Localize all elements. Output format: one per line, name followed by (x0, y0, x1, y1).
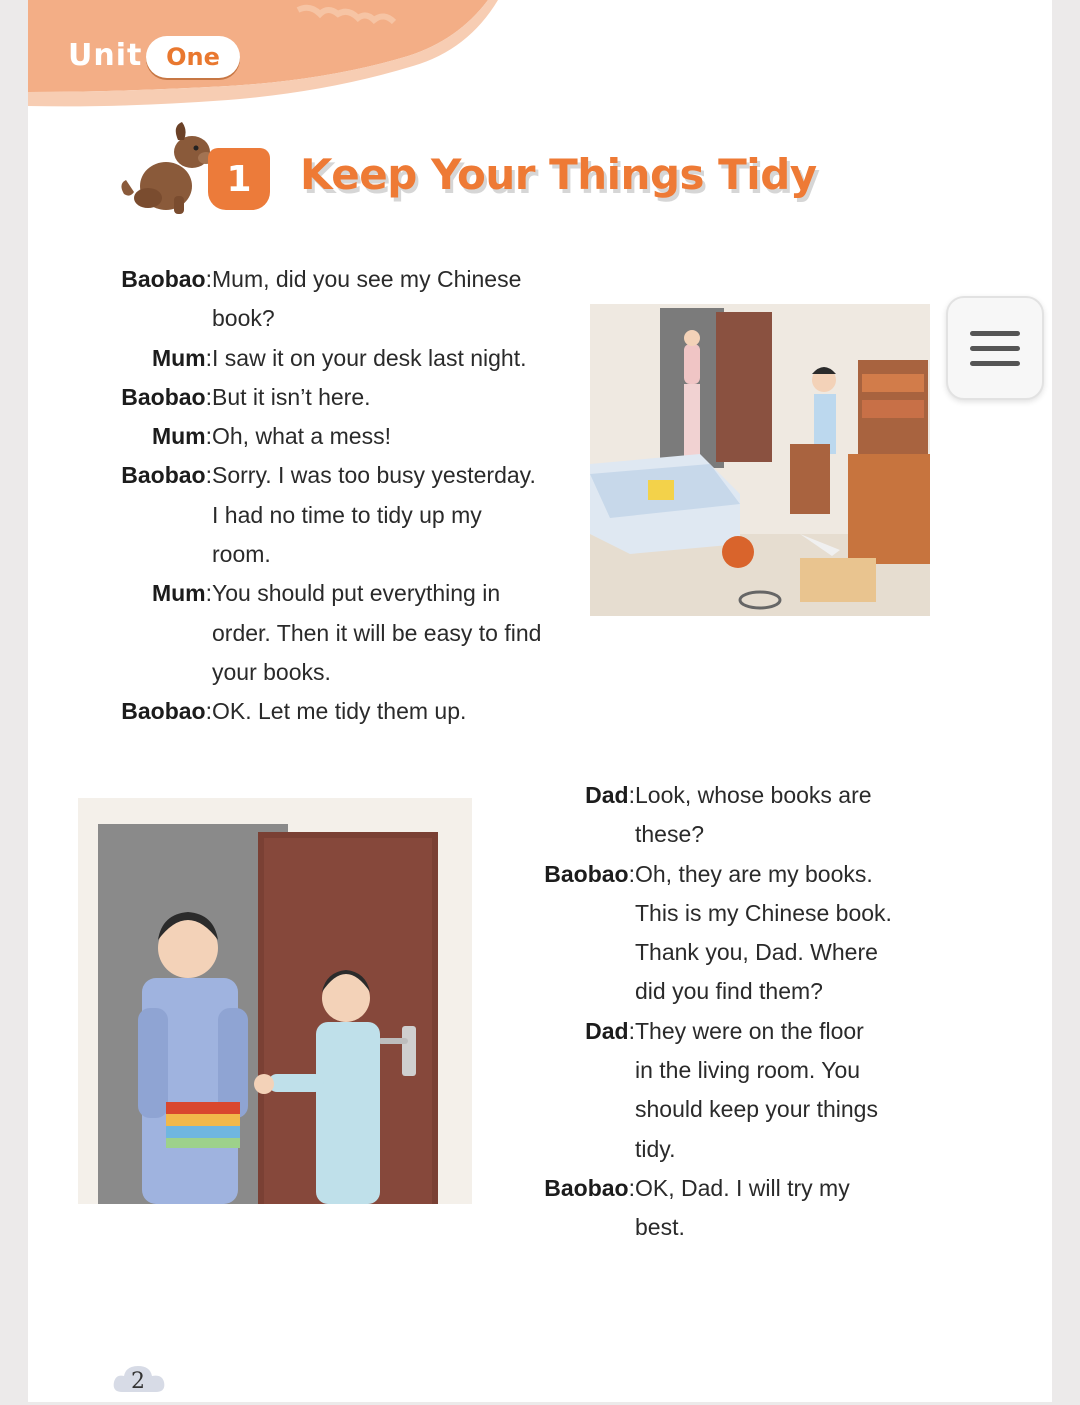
dialogue-line (110, 614, 570, 653)
dialogue-2 (533, 776, 923, 1248)
dialogue-text: I had no time to tidy up my (212, 501, 482, 528)
dialogue-text: Look, whose books are (635, 782, 872, 808)
messy-bedroom-illustration (590, 304, 930, 616)
speaker-label: Dad: (585, 1017, 635, 1044)
dialogue-text: did you find them? (635, 978, 823, 1005)
dialogue-line (533, 933, 923, 972)
dog-mascot-icon (118, 118, 218, 218)
dialogue-1 (110, 260, 570, 732)
dialogue-line (110, 653, 570, 692)
dialogue-text: But it isn’t here. (212, 383, 371, 410)
unit-number-bubble: One (146, 36, 240, 78)
dialogue-text: in the living room. You (635, 1057, 861, 1084)
speaker-label: Baobao: (121, 266, 212, 292)
lesson-title: Keep Your Things Tidy (300, 150, 817, 199)
dialogue-line (110, 339, 570, 378)
textbook-page (28, 0, 1052, 1402)
speaker-name: Baobao (544, 1174, 629, 1201)
speaker-label: Mum: (151, 580, 212, 607)
speaker-name: Baobao (121, 462, 206, 489)
speaker-name: Baobao (121, 383, 206, 410)
dialogue-line (110, 378, 570, 417)
dialogue-text: these? (635, 821, 705, 848)
dialogue-text: Oh, they are my books. (635, 860, 873, 887)
dialogue-text: should keep your things (635, 1096, 878, 1123)
dialogue-line (110, 574, 570, 613)
speaker-label: Mum: (151, 423, 212, 450)
speaker-label: Baobao: (544, 860, 635, 887)
dialogue-text: your books. (212, 658, 331, 685)
dialogue-line (110, 417, 570, 456)
speaker-label: Mum: (151, 344, 212, 371)
dialogue-line (110, 260, 570, 299)
dialogue-text: OK, Dad. I will try my (635, 1174, 850, 1201)
dialogue-text: Mum, did you see my Chinese (212, 266, 522, 292)
dialogue-line (533, 1051, 923, 1090)
dialogue-line (533, 972, 923, 1011)
dialogue-text: I saw it on your desk last night. (212, 344, 527, 371)
dialogue-line (110, 496, 570, 535)
dialogue-line (533, 815, 923, 854)
dialogue-line (533, 1130, 923, 1169)
hamburger-line (970, 361, 1020, 366)
dialogue-line (533, 1090, 923, 1129)
menu-button[interactable] (946, 296, 1044, 400)
dialogue-text: order. Then it will be easy to find (212, 619, 542, 646)
speaker-name: Dad (585, 782, 629, 808)
speaker-label: Baobao: (544, 1174, 635, 1201)
dialogue-line (533, 1012, 923, 1051)
dialogue-line (533, 776, 923, 815)
hamburger-line (970, 346, 1020, 351)
dialogue-text: They were on the floor (635, 1017, 864, 1044)
dialogue-line (533, 894, 923, 933)
dialogue-text: best. (635, 1214, 685, 1241)
page-number: 2 (110, 1362, 166, 1400)
dialogue-line (110, 299, 570, 338)
dialogue-text: OK. Let me tidy them up. (212, 698, 467, 725)
dialogue-text: book? (212, 305, 275, 332)
speaker-label: Baobao: (121, 383, 212, 410)
dialogue-line (110, 692, 570, 731)
speaker-name: Baobao (121, 698, 206, 725)
speaker-label: Dad: (585, 782, 635, 808)
dialogue-text: You should put everything in (212, 580, 501, 607)
dialogue-line (533, 1208, 923, 1247)
speaker-name: Dad (585, 1017, 629, 1044)
speaker-name: Baobao (544, 860, 629, 887)
unit-label: Unit (68, 38, 143, 73)
dialogue-text: tidy. (635, 1135, 676, 1162)
dialogue-line (533, 1169, 923, 1208)
speaker-name: Mum (151, 344, 206, 371)
dialogue-line (110, 456, 570, 495)
dialogue-line (533, 855, 923, 894)
dialogue-text: This is my Chinese book. (635, 899, 892, 926)
dialogue-text: room. (212, 541, 271, 568)
dad-gives-books-illustration (78, 798, 472, 1204)
dialogue-text: Thank you, Dad. Where (635, 939, 878, 966)
dialogue-line (110, 535, 570, 574)
lesson-number-badge: 1 (208, 148, 270, 210)
speaker-label: Baobao: (121, 698, 212, 725)
speaker-label: Baobao: (121, 462, 212, 489)
speaker-name: Baobao (121, 266, 206, 292)
dialogue-text: Oh, what a mess! (212, 423, 391, 450)
speaker-name: Mum (151, 580, 206, 607)
hamburger-line (970, 331, 1020, 336)
speaker-name: Mum (151, 423, 206, 450)
dialogue-text: Sorry. I was too busy yesterday. (212, 462, 536, 489)
